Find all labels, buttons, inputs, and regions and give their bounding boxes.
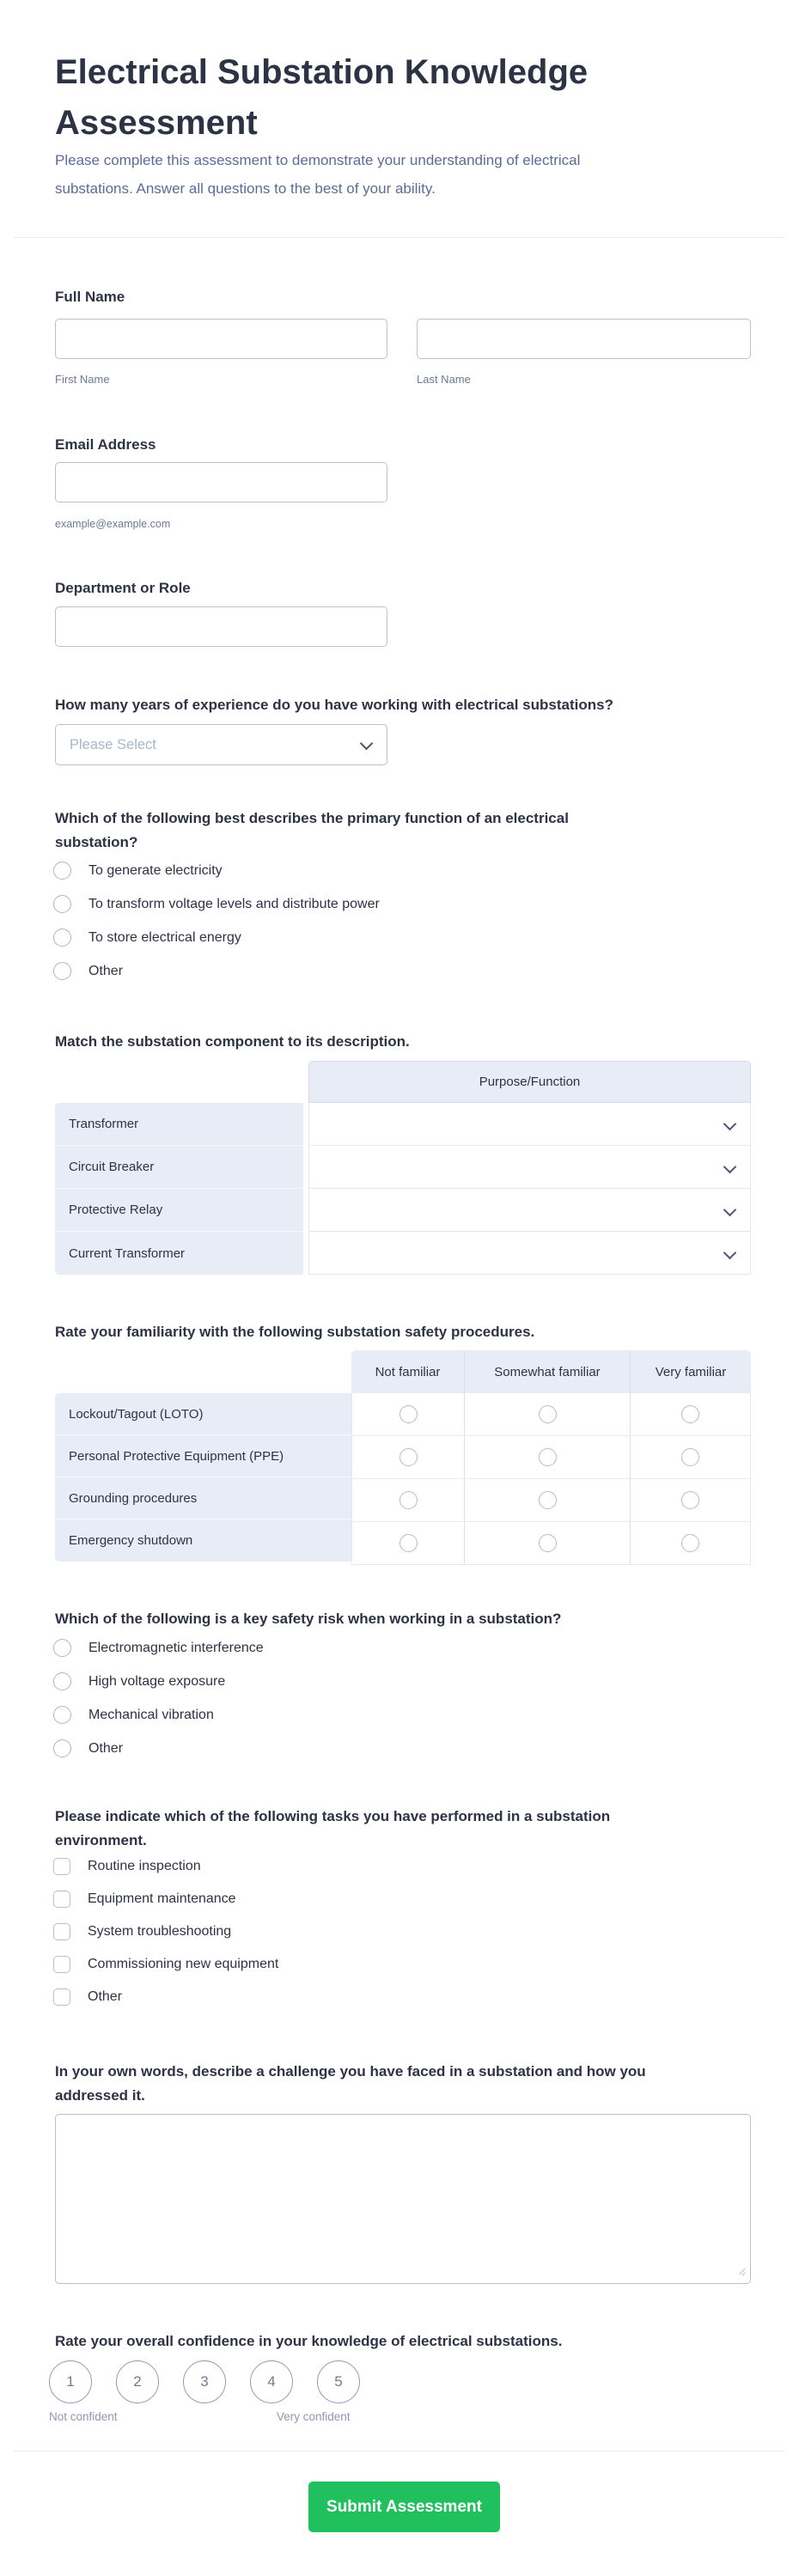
match-row-label: Circuit Breaker	[55, 1146, 303, 1189]
email-sublabel: example@example.com	[55, 518, 171, 530]
match-column-header: Purpose/Function	[308, 1061, 751, 1103]
matrix-cell	[352, 1436, 465, 1478]
first-name-input[interactable]	[55, 319, 387, 359]
familiarity-column-headers	[351, 1350, 751, 1393]
match-row-label: Transformer	[55, 1103, 303, 1146]
familiarity-column-header: Very familiar	[631, 1350, 751, 1393]
tasks-question: Please indicate which of the following tasks you have performed in a substation environment.	[55, 1808, 611, 1848]
submit-button[interactable]: Submit Assessment	[308, 2482, 500, 2532]
chevron-down-icon	[723, 1203, 737, 1217]
scale-option-1[interactable]: 1	[49, 2360, 92, 2403]
email-input[interactable]	[55, 462, 387, 502]
option-label: Equipment maintenance	[88, 1891, 236, 1906]
scale-min-label: Not confident	[49, 2410, 118, 2423]
familiarity-matrix-row	[352, 1479, 750, 1522]
familiarity-row-label: Grounding procedures	[55, 1477, 351, 1519]
experience-select[interactable]	[55, 724, 387, 765]
chevron-down-icon	[723, 1160, 737, 1174]
scale-option-5[interactable]: 5	[317, 2360, 360, 2403]
radio-button[interactable]	[681, 1405, 699, 1423]
option-label: Commissioning new equipment	[88, 1957, 279, 1971]
match-dropdown-protective-relay[interactable]	[308, 1189, 751, 1232]
option-label: Other	[88, 963, 124, 978]
checkbox[interactable]	[53, 1923, 70, 1940]
option-label: Other	[88, 1989, 123, 2004]
last-name-input[interactable]	[417, 319, 751, 359]
match-row-labels	[55, 1103, 303, 1275]
match-dropdown-current-transformer[interactable]	[308, 1232, 751, 1275]
radio-button[interactable]	[53, 1639, 71, 1657]
section-divider-top	[14, 237, 785, 238]
risk-question: Which of the following is a key safety risk when working in a substation?	[55, 1611, 562, 1627]
chevron-down-icon	[723, 1246, 737, 1260]
experience-question: How many years of experience do you have working with electrical substations?	[55, 697, 613, 713]
familiarity-matrix-row	[352, 1436, 750, 1479]
match-dropdown-column	[308, 1061, 751, 1275]
function-options	[53, 862, 380, 996]
task-option-row	[53, 1858, 278, 1875]
risk-option-row	[53, 1639, 264, 1657]
chevron-down-icon	[360, 737, 374, 751]
radio-button[interactable]	[53, 1706, 71, 1724]
experience-select-placeholder: Please Select	[70, 736, 156, 752]
familiarity-matrix-row	[352, 1393, 750, 1436]
option-label: To transform voltage levels and distribute power	[88, 896, 380, 911]
radio-button[interactable]	[539, 1405, 557, 1423]
matrix-cell	[631, 1393, 750, 1435]
radio-button[interactable]	[539, 1491, 557, 1509]
matrix-cell	[465, 1393, 631, 1435]
tasks-options	[53, 1858, 278, 2021]
option-label: System troubleshooting	[88, 1924, 232, 1939]
risk-option-row	[53, 1739, 264, 1757]
confidence-question: Rate your overall confidence in your knowledge of electrical substations.	[55, 2333, 563, 2349]
radio-button[interactable]	[539, 1534, 557, 1552]
checkbox[interactable]	[53, 1891, 70, 1908]
scale-option-3[interactable]: 3	[183, 2360, 226, 2403]
function-option-row	[53, 895, 380, 913]
scale-option-4[interactable]: 4	[250, 2360, 293, 2403]
challenge-textarea[interactable]	[55, 2114, 751, 2284]
radio-button[interactable]	[53, 862, 71, 880]
chevron-down-icon	[723, 1117, 737, 1131]
risk-options	[53, 1639, 264, 1773]
familiarity-question: Rate your familiarity with the following substation safety procedures.	[55, 1324, 535, 1340]
matrix-cell	[465, 1479, 631, 1521]
full-name-label: Full Name	[55, 289, 125, 305]
matrix-cell	[352, 1522, 465, 1564]
checkbox[interactable]	[53, 1858, 70, 1875]
radio-button[interactable]	[400, 1491, 418, 1509]
match-dropdown-circuit-breaker[interactable]	[308, 1146, 751, 1189]
familiarity-row-labels	[55, 1393, 351, 1562]
task-option-row	[53, 1891, 278, 1908]
radio-button[interactable]	[53, 1739, 71, 1757]
option-label: To generate electricity	[88, 862, 223, 878]
checkbox[interactable]	[53, 1956, 70, 1973]
page-title: Electrical Substation Knowledge Assessment	[55, 53, 589, 142]
radio-button[interactable]	[53, 962, 71, 980]
match-question: Match the substation component to its description.	[55, 1033, 410, 1050]
form-subtitle: Please complete this assessment to demonstrate your understanding of electrical substations. Answer all questions to the best of your ability.	[55, 152, 581, 197]
email-label: Email Address	[55, 436, 156, 453]
option-label: Routine inspection	[88, 1859, 201, 1873]
function-option-row	[53, 862, 380, 880]
first-name-sublabel: First Name	[55, 373, 110, 386]
option-label: Mechanical vibration	[88, 1707, 214, 1722]
familiarity-column-header: Not familiar	[351, 1350, 465, 1393]
challenge-question: In your own words, describe a challenge you have faced in a substation and how you addressed it.	[55, 2063, 646, 2104]
function-option-row	[53, 962, 380, 980]
matrix-cell	[352, 1479, 465, 1521]
option-label: High voltage exposure	[88, 1673, 226, 1689]
task-option-row	[53, 1956, 278, 1973]
risk-option-row	[53, 1672, 264, 1690]
matrix-cell	[465, 1436, 631, 1478]
matrix-cell	[352, 1393, 465, 1435]
radio-button[interactable]	[400, 1448, 418, 1466]
match-row-label: Current Transformer	[55, 1232, 303, 1275]
option-label: Electromagnetic interference	[88, 1640, 264, 1655]
radio-button[interactable]	[53, 895, 71, 913]
radio-button[interactable]	[681, 1448, 699, 1466]
scale-option-2[interactable]: 2	[116, 2360, 159, 2403]
match-row-label: Protective Relay	[55, 1189, 303, 1232]
matrix-cell	[631, 1522, 750, 1564]
familiarity-row-label: Personal Protective Equipment (PPE)	[55, 1435, 351, 1477]
radio-button[interactable]	[53, 1672, 71, 1690]
checkbox[interactable]	[53, 1988, 70, 2006]
radio-button[interactable]	[53, 929, 71, 947]
radio-button[interactable]	[539, 1448, 557, 1466]
familiarity-column-header: Somewhat familiar	[465, 1350, 631, 1393]
familiarity-matrix-row	[352, 1522, 750, 1564]
department-input[interactable]	[55, 606, 387, 647]
familiarity-row-label: Emergency shutdown	[55, 1519, 351, 1562]
risk-option-row	[53, 1706, 264, 1724]
function-option-row	[53, 929, 380, 947]
option-label: To store electrical energy	[88, 929, 241, 945]
option-label: Other	[88, 1740, 124, 1756]
radio-button[interactable]	[400, 1405, 418, 1423]
familiarity-matrix-body	[351, 1393, 751, 1565]
function-question: Which of the following best describes the primary function of an electrical substation?	[55, 810, 569, 850]
scale-max-label: Very confident	[277, 2410, 351, 2423]
task-option-row	[53, 1988, 278, 2006]
confidence-scale	[49, 2360, 360, 2403]
match-dropdown-transformer[interactable]	[308, 1103, 751, 1146]
task-option-row	[53, 1923, 278, 1940]
matrix-cell	[465, 1522, 631, 1564]
familiarity-row-label: Lockout/Tagout (LOTO)	[55, 1393, 351, 1435]
last-name-sublabel: Last Name	[417, 373, 471, 386]
radio-button[interactable]	[400, 1534, 418, 1552]
radio-button[interactable]	[681, 1491, 699, 1509]
matrix-cell	[631, 1436, 750, 1478]
department-label: Department or Role	[55, 580, 191, 596]
resize-handle-icon[interactable]	[737, 2266, 747, 2276]
matrix-cell	[631, 1479, 750, 1521]
radio-button[interactable]	[681, 1534, 699, 1552]
